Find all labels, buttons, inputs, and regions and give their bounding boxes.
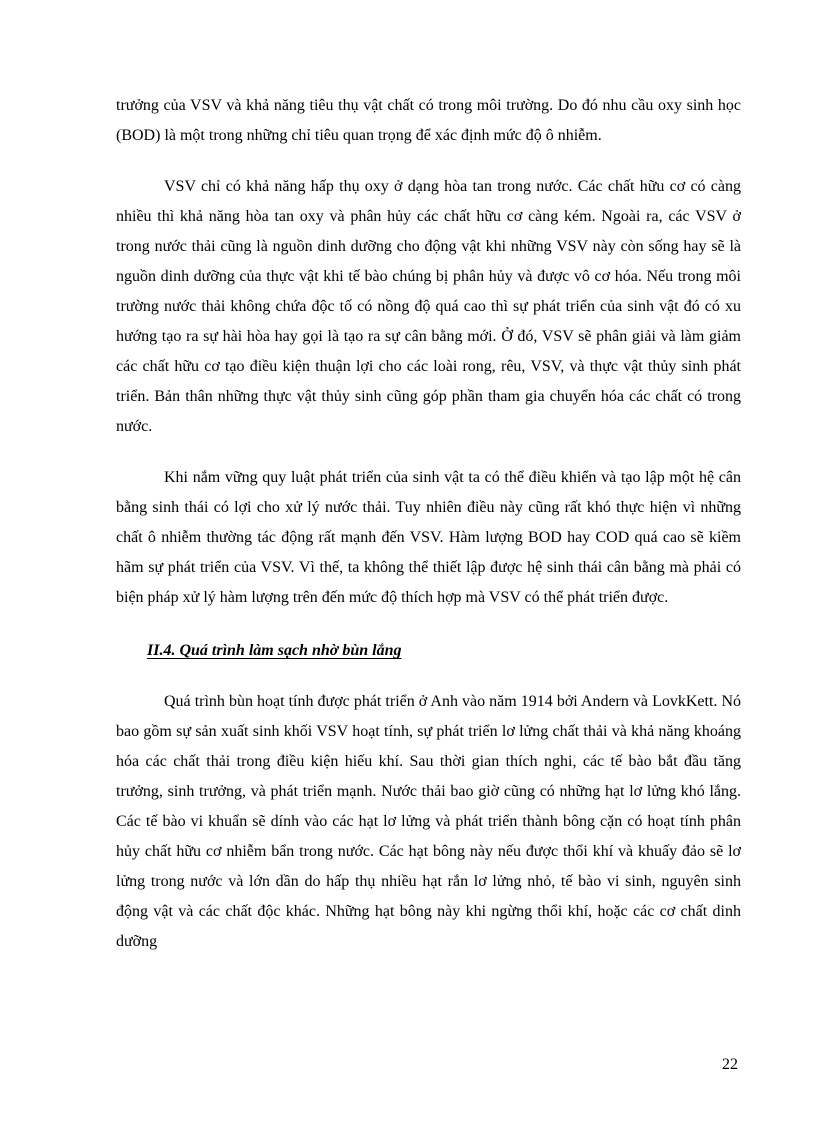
paragraph-bod-continuation: trưởng của VSV và khả năng tiêu thụ vật chất có trong môi trường. Do đó nhu cầu oxy sinh học (BOD) là một trong những chỉ tiêu quan trọng để xác định mức độ ô nhiễm. <box>116 97 741 144</box>
paragraph-activated-sludge: Quá trình bùn hoạt tính được phát triển ở Anh vào năm 1914 bởi Andern và LovkKett. Nó bao gồm sự sản xuất sinh khối VSV hoạt tính, sự phát triển lơ lửng chất thải và khả năng khoáng hóa các chất thải trong điều kiện hiếu khí. Sau thời gian thích nghi, các tế bào bắt đầu tăng trưởng, sinh trưởng, và phát triển mạnh. Nước thải bao giờ cũng có những hạt lơ lửng khó lắng. Các tế bào vi khuẩn sẽ dính vào các hạt lơ lửng và phát triển thành bông cặn có hoạt tính phân hủy chất hữu cơ nhiễm bẩn trong nước. Các hạt bông này nếu được thổi khí và khuấy đảo sẽ lơ lửng trong nước và lớn dần do hấp thụ nhiều hạt rắn lơ lửng nhỏ, tế bào vi sinh, nguyên sinh động vật và các chất độc khác. Những hạt bông này khi ngừng thổi khí, hoặc các cơ chất dinh dưỡng <box>116 693 741 950</box>
document-page <box>116 91 741 957</box>
section-heading: II.4. Quá trình làm sạch nhờ bùn lắng <box>147 642 402 659</box>
paragraph-ecological-balance: Khi nắm vững quy luật phát triển của sinh vật ta có thể điều khiển và tạo lập một hệ cân bằng sinh thái có lợi cho xử lý nước thải. Tuy nhiên điều này cũng rất khó thực hiện vì những chất ô nhiễm thường tác động rất mạnh đến VSV. Hàm lượng BOD hay COD quá cao sẽ kiềm hãm sự phát triển của VSV. Vì thế, ta không thể thiết lập được hệ sinh thái cân bằng mà phải có biện pháp xử lý hàm lượng trên đến mức độ thích hợp mà VSV có thể phát triển được. <box>116 469 741 606</box>
paragraph-oxygen-absorption: VSV chỉ có khả năng hấp thụ oxy ở dạng hòa tan trong nước. Các chất hữu cơ có càng nhiều thì khả năng hòa tan oxy và phân hủy các chất hữu cơ càng kém. Ngoài ra, các VSV ở trong nước thải cũng là nguồn dinh dưỡng cho động vật khi những VSV này còn sống hay sẽ là nguồn dinh dưỡng của thực vật khi tế bào chúng bị phân hủy và được vô cơ hóa. Nếu trong môi trường nước thải không chứa độc tố có nồng độ quá cao thì sự phát triển của sinh vật đó có xu hướng tạo ra sự hài hòa hay gọi là tạo ra sự cân bằng mới. Ở đó, VSV sẽ phân giải và làm giảm các chất hữu cơ tạo điều kiện thuận lợi cho các loài rong, rêu, VSV, và thực vật thủy sinh phát triển. Bản thân những thực vật thủy sinh cũng góp phần tham gia chuyển hóa các chất có trong nước. <box>116 178 741 435</box>
page-number: 22 <box>722 1056 738 1073</box>
